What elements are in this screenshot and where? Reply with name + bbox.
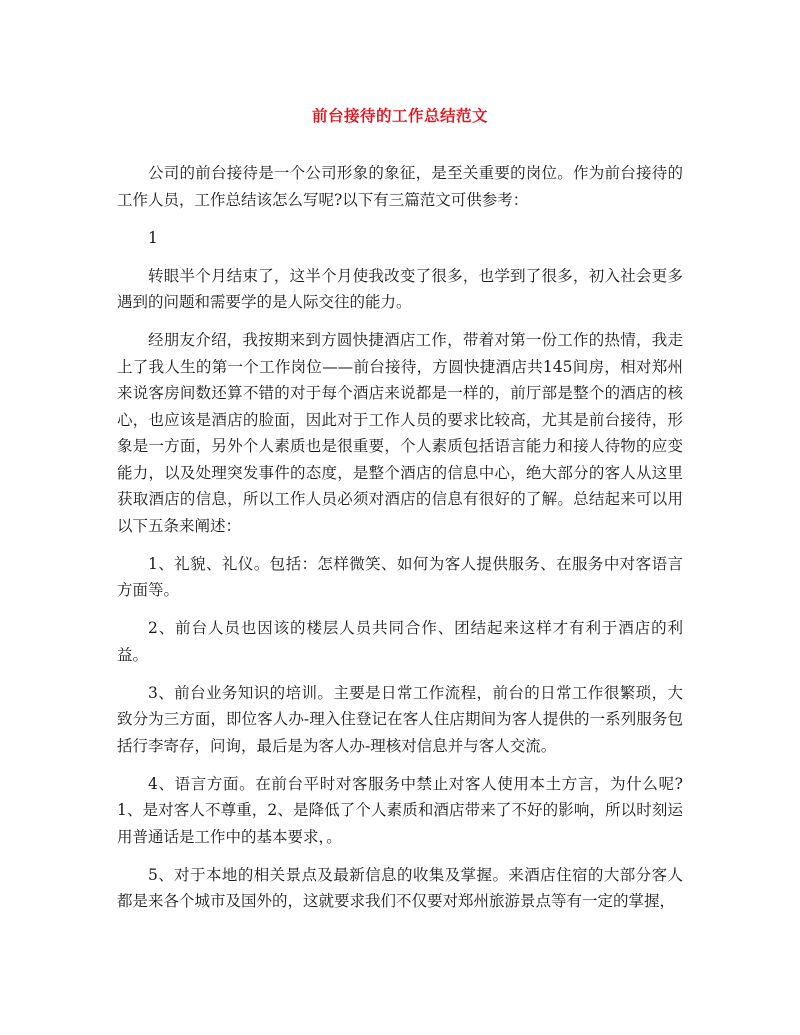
list-item-1: 1、礼貌、礼仪。包括：怎样微笑、如何为客人提供服务、在服务中对客语言方面等。 <box>117 554 683 599</box>
document-title: 前台接待的工作总结范文 <box>311 106 488 125</box>
list-item-5: 5、对于本地的相关景点及最新信息的收集及掌握。来酒店住宿的大部分客人都是来各个城市及国外的，这就要求我们不仅要对郑州旅游景点等有一定的掌握， <box>117 865 683 910</box>
list-item-2: 2、前台人员也因该的楼层人员共同合作、团结起来这样才有利于酒店的利益。 <box>117 619 683 664</box>
document-body <box>117 160 683 926</box>
body-paragraph: 转眼半个月结束了，这半个月使我改变了很多，也学到了很多，初入社会更多遇到的问题和需要学的是人际交往的能力。 <box>117 266 683 311</box>
intro-paragraph: 公司的前台接待是一个公司形象的象征，是至关重要的岗位。作为前台接待的工作人员，工作总结该怎么写呢?以下有三篇范文可供参考： <box>117 164 683 209</box>
body-paragraph: 经朋友介绍，我按期来到方圆快捷酒店工作，带着对第一份工作的热情，我走上了我人生的第一个工作岗位——前台接待，方圆快捷酒店共145间房，相对郑州来说客房间数还算不错的对于每个酒店来说都是一样的，前厅部是整个的酒店的核心，也应该是酒店的脸面，因此对于工作人员的要求比较高，尤其是前台接待，形象是一方面，另外个人素质也是很重要，个人素质包括语言能力和接人待物的应变能力，以及处理突发事件的态度，是整个酒店的信息中心，绝大部分的客人从这里获取酒店的信息，所以工作人员必须对酒店的信息有很好的了解。总结起来可以用以下五条来阐述： <box>117 331 683 535</box>
list-item-4: 4、语言方面。在前台平时对客服务中禁止对客人使用本土方言，为什么呢?1、是对客人不尊重，2、是降低了个人素质和酒店带来了不好的影响，所以时刻运用普通话是工作中的基本要求，。 <box>117 774 683 846</box>
section-number: 1 <box>148 228 158 247</box>
list-item-3: 3、前台业务知识的培训。主要是日常工作流程，前台的日常工作很繁琐，大致分为三方面，即位客人办-理入住登记在客人住店期间为客人提供的一系列服务包括行李寄存，问询，最后是为客人办-理核对信息并与客人交流。 <box>117 683 683 755</box>
